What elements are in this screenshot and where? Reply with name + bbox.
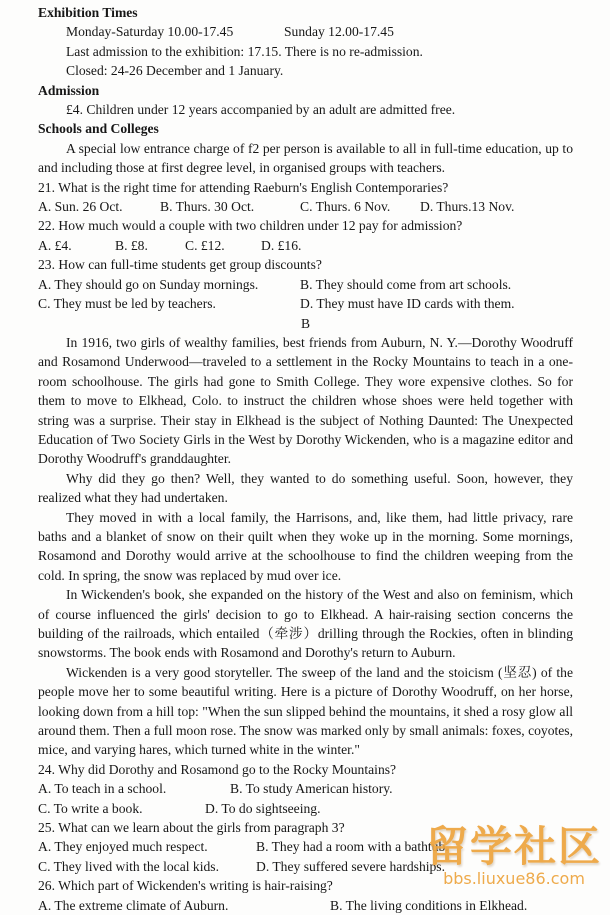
option: D. They must have ID cards with them.: [300, 296, 515, 312]
option: A. The extreme climate of Auburn.: [38, 897, 229, 913]
passage-b-paragraph-3: They moved in with a local family, the Harrisons, and, like them, had little privacy, rare baths and a blanket of snow on their quilt when they woke up in the morning. Some mornings, Rosamond and Dorothy would arrive at the schoolhouse to find the children weeping from the cold. In spring, the snow was replaced by mud over ice.: [38, 509, 573, 583]
schools-text: A special low entrance charge of f2 per person is available to all in full-time education, up to and including those at first degree level, in organised groups with teachers.: [38, 140, 573, 176]
admission-text: £4. Children under 12 years accompanied by an adult are admitted free.: [66, 102, 456, 118]
question-24: [38, 760, 573, 818]
question-22-stem: 22. How much would a couple with two children under 12 pay for admission?: [38, 218, 463, 234]
option: A. They enjoyed much respect.: [38, 839, 208, 855]
option: C. They lived with the local kids.: [38, 858, 219, 874]
option: B. £8.: [115, 237, 148, 253]
hours-sunday: Sunday 12.00-17.45: [284, 24, 394, 40]
question-26: [38, 876, 573, 915]
schools-heading: Schools and Colleges: [38, 121, 159, 137]
passage-b-paragraph-1: In 1916, two girls of wealthy families, best friends from Auburn, N. Y.—Dorothy Woodruff and Rosamond Underwood—traveled to a settlement in the Rocky Mountains to teach in a one-room schoolhouse. The girls had gone to Smith College. They wore expensive clothes. So for them to move to Elkhead, Colo. to instruct the children whose shoes were held together with string was a surprise. Their stay in Elkhead is the subject of Nothing Daunted: The Unexpected Education of Two Society Girls in the West by Dorothy Wickenden, who is a magazine editor and Dorothy Woodruff's granddaughter.: [38, 334, 573, 467]
option: B. Thurs. 30 Oct.: [160, 199, 255, 215]
option: B. They had a room with a bathtub.: [256, 839, 449, 855]
watermark-logo-text: 留学社区: [425, 822, 602, 871]
passage-b-paragraph-4: In Wickenden's book, she expanded on the history of the West and also on feminism, which of course influenced the girls' decision to go to Elkhead. A hair-raising section concerns the building of the railroads, which entailed（牵涉）drilling through the Rockies, often in blinding snowstorms. The book ends with Rosamond and Dorothy's return to Auburn.: [38, 587, 573, 661]
passage-b-label: B: [300, 315, 311, 331]
option: A. Sun. 26 Oct.: [38, 199, 123, 215]
watermark-url: bbs.liuxue86.com: [443, 869, 585, 888]
question-21-options: [38, 197, 573, 216]
passage-b-paragraph-2: Why did they go then? Well, they wanted to do something useful. Soon, however, they realized what they had undertaken.: [38, 470, 573, 506]
question-23-stem: 23. How can full-time students get group discounts?: [38, 257, 322, 273]
option: A. £4.: [38, 237, 72, 253]
option: C. Thurs. 6 Nov.: [300, 199, 391, 215]
exhibition-hours-line: [38, 22, 573, 41]
admission-heading: Admission: [38, 82, 100, 98]
question-21: [38, 178, 573, 217]
option: D. To do sightseeing.: [205, 800, 321, 816]
question-25-options-row-1: [38, 837, 573, 856]
question-25: [38, 818, 573, 876]
question-23-options-row-2: [38, 294, 573, 313]
option: B. The living conditions in Elkhead.: [330, 897, 528, 913]
option: D. £16.: [261, 237, 302, 253]
option: C. To write a book.: [38, 800, 143, 816]
passage-b-paragraph-5: Wickenden is a very good storyteller. The sweep of the land and the stoicism (坚忍) of the people move her to some beautiful writing. Here is a picture of Dorothy Woodruff, on her horse, looking down from a hill top: "When the sun slipped behind the mountains, it shed a rosy glow all around them. Then a full moon rose. The snow was marked only by small animals: foxes, coyotes, mice, and varying hares, which turned white in the winter.": [38, 664, 573, 758]
option: B. They should come from art schools.: [300, 276, 512, 292]
question-23-options-row-1: [38, 275, 573, 294]
question-26-stem: 26. Which part of Wickenden's writing is hair-raising?: [38, 878, 333, 894]
question-24-stem: 24. Why did Dorothy and Rosamond go to the Rocky Mountains?: [38, 761, 397, 777]
question-26-options-row-1: [38, 896, 573, 915]
option: B. To study American history.: [230, 781, 393, 797]
option: D. Thurs.13 Nov.: [420, 199, 515, 215]
option: C. £12.: [185, 237, 225, 253]
question-22: [38, 216, 573, 255]
closed-line: Closed: 24-26 December and 1 January.: [66, 63, 284, 79]
question-24-options-row-1: [38, 779, 573, 798]
last-admission-line: Last admission to the exhibition: 17.15. There is no re-admission.: [66, 43, 423, 59]
question-22-options: [38, 236, 573, 255]
question-25-options-row-2: [38, 857, 573, 876]
option: A. To teach in a school.: [38, 781, 167, 797]
question-23: [38, 255, 573, 313]
question-25-stem: 25. What can we learn about the girls from paragraph 3?: [38, 820, 345, 836]
question-21-stem: 21. What is the right time for attending Raeburn's English Contemporaries?: [38, 179, 449, 195]
question-24-options-row-2: [38, 799, 573, 818]
option: C. They must be led by teachers.: [38, 296, 216, 312]
option: D. They suffered severe hardships.: [256, 858, 445, 874]
hours-weekday: Monday-Saturday 10.00-17.45: [66, 24, 234, 40]
exhibition-times-heading: Exhibition Times: [38, 5, 138, 20]
option: A. They should go on Sunday mornings.: [38, 276, 259, 292]
